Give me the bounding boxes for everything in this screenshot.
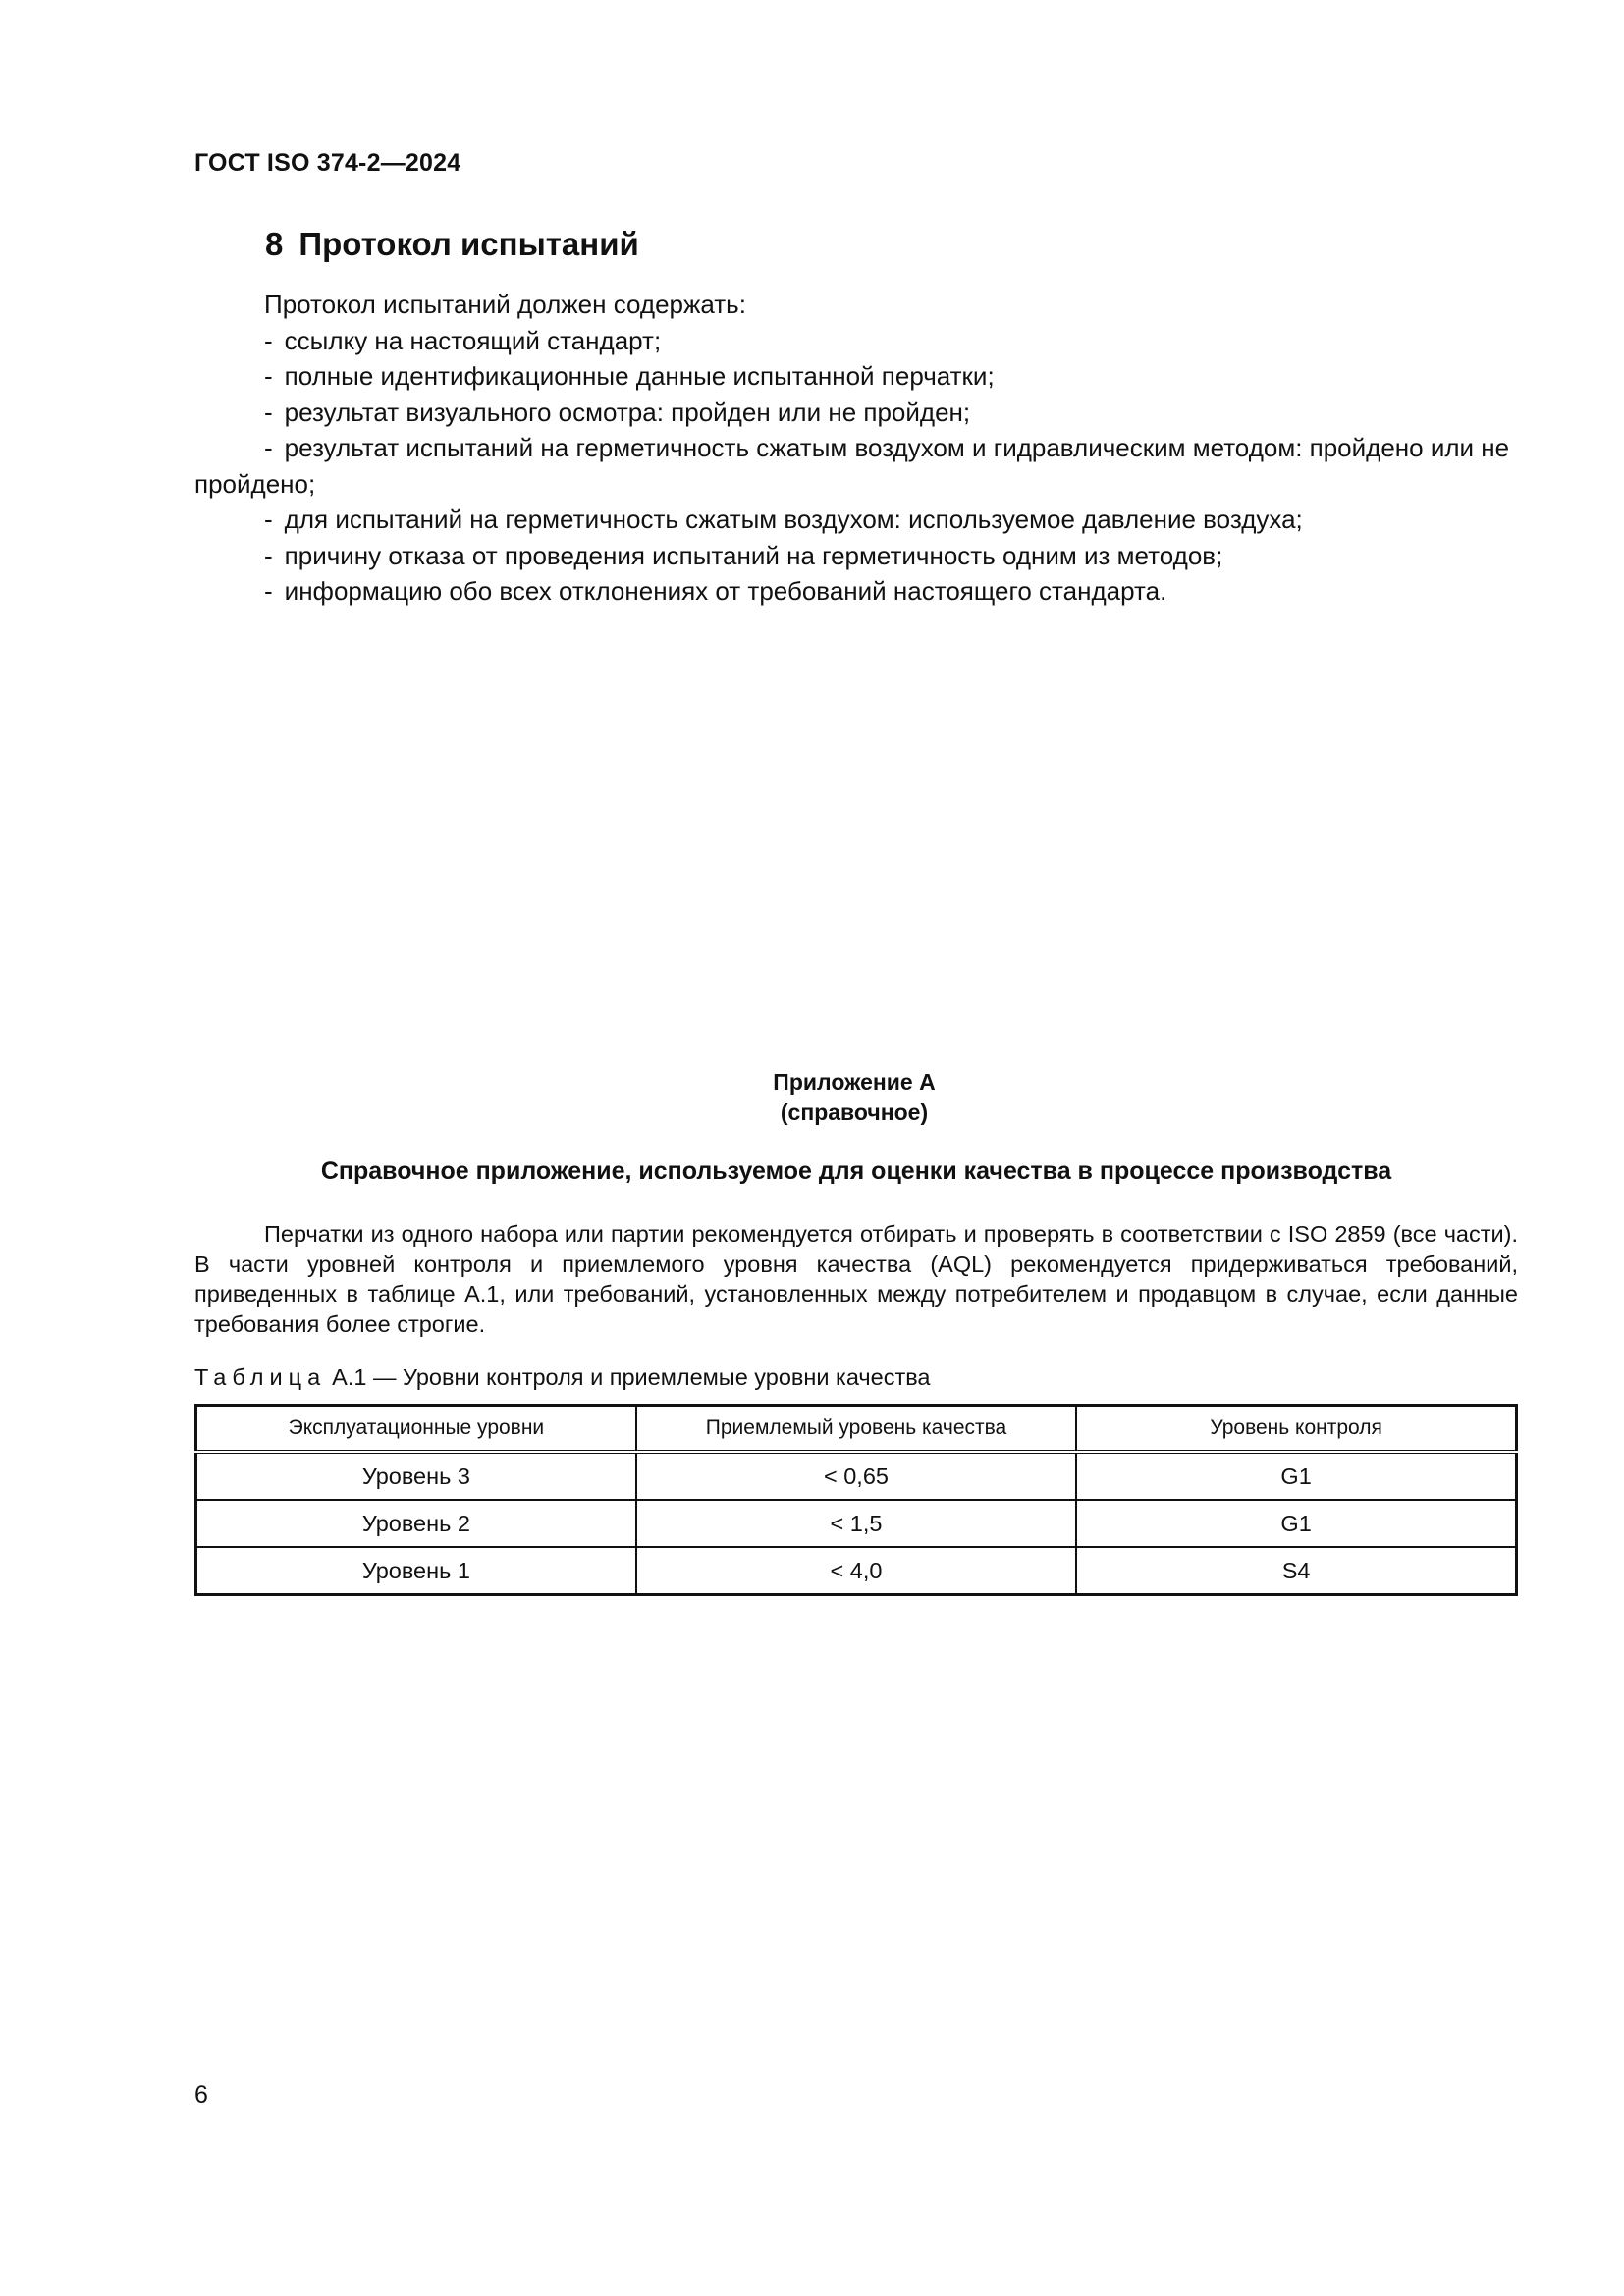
list-item (194, 573, 1518, 610)
bullet-dash: - (264, 576, 273, 606)
column-header: Уровень контроля (1076, 1406, 1516, 1453)
list-item (194, 323, 1518, 359)
bullet-dash: - (264, 397, 273, 427)
section-heading (265, 226, 639, 263)
bullet-dash: - (264, 505, 273, 534)
page-number: 6 (194, 2081, 208, 2109)
list-item-text: результат испытаний на герметичность сжатым воздухом и гидравлическим методом: пройдено или не пройдено; (194, 433, 1510, 499)
list-item (194, 358, 1518, 395)
bullet-dash: - (264, 325, 273, 355)
table-cell: G1 (1076, 1452, 1516, 1500)
table-cell: S4 (1076, 1547, 1516, 1595)
table-cell: G1 (1076, 1500, 1516, 1547)
column-header: Приемлемый уровень качества (636, 1406, 1076, 1453)
table-header-row (196, 1406, 1517, 1453)
list-item (194, 395, 1518, 431)
levels-table (194, 1404, 1518, 1596)
table-caption (194, 1364, 931, 1391)
table-caption-word: Таблица (194, 1364, 327, 1390)
list-item (194, 502, 1518, 538)
annex-heading (0, 1067, 1624, 1128)
list-item-text: информацию обо всех отклонениях от требований настоящего стандарта. (284, 576, 1167, 606)
document-code: ГОСТ ISO 374-2—2024 (194, 149, 461, 177)
list-item (194, 538, 1518, 574)
table-cell: < 4,0 (636, 1547, 1076, 1595)
section-number: 8 (265, 226, 284, 262)
table-cell: < 1,5 (636, 1500, 1076, 1547)
annex-label: Приложение А (773, 1069, 936, 1095)
list-item-text: ссылку на настоящий стандарт; (284, 325, 662, 355)
bullet-dash: - (264, 433, 273, 462)
section-intro: Протокол испытаний должен содержать: (264, 290, 746, 319)
bullet-dash: - (264, 540, 273, 570)
table-row (196, 1500, 1517, 1547)
table-cell: Уровень 3 (196, 1452, 636, 1500)
table-caption-text: А.1 — Уровни контроля и приемлемые уровни качества (332, 1364, 931, 1390)
bullet-dash: - (264, 361, 273, 391)
section-title: Протокол испытаний (298, 226, 639, 262)
list-item-text: причину отказа от проведения испытаний на герметичность одним из методов; (284, 540, 1223, 570)
table-cell: < 0,65 (636, 1452, 1076, 1500)
table-row (196, 1452, 1517, 1500)
list-item-text: полные идентификационные данные испытанной перчатки; (284, 361, 995, 391)
annex-kind: (справочное) (780, 1099, 929, 1125)
annex-paragraph: Перчатки из одного набора или партии рекомендуется отбирать и проверять в соответствии с ISO 2859 (все части). В части уровней контроля и приемлемого уровня качества (AQL) рекомендуется придерживаться требований, приведенных в таблице А.1, или требований, установленных между потребителем и продавцом в случае, если данные требования более строгие. (194, 1221, 1518, 1337)
list-item (194, 430, 1518, 502)
table-row (196, 1547, 1517, 1595)
column-header: Эксплуатационные уровни (196, 1406, 636, 1453)
table-cell: Уровень 1 (196, 1547, 636, 1595)
list-item-text: для испытаний на герметичность сжатым воздухом: используемое давление воздуха; (284, 505, 1303, 534)
table-cell: Уровень 2 (196, 1500, 636, 1547)
annex-title: Справочное приложение, используемое для оценки качества в процессе производства (320, 1157, 1392, 1185)
list-item-text: результат визуального осмотра: пройден или не пройден; (284, 397, 971, 427)
section-body (194, 287, 1518, 610)
